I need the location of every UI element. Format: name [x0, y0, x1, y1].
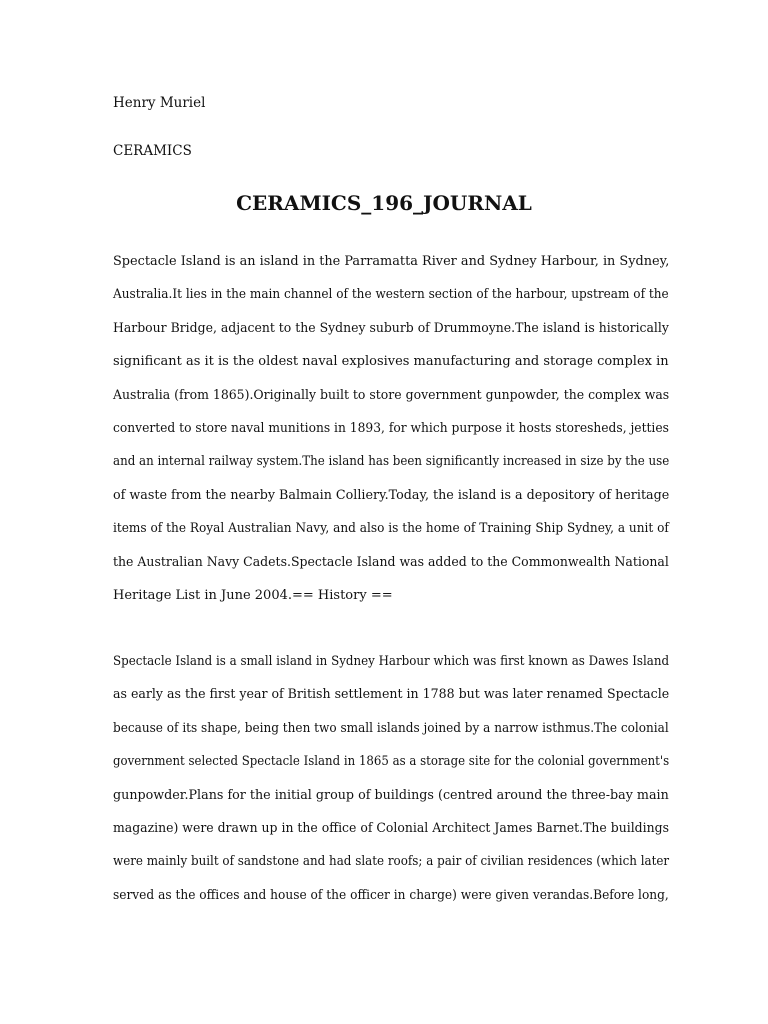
paragraph-line: Australia (from 1865).Originally built to store government gunpowder, the complex was	[113, 387, 670, 403]
paragraph-line: converted to store naval munitions in 1893, for which purpose it hosts storesheds, jetties	[113, 421, 669, 436]
paragraph-line: significant as it is the oldest naval explosives manufacturing and storage complex in	[113, 354, 669, 370]
paragraph-line: magazine) were drawn up in the office of Colonial Architect James Barnet.The buildings	[113, 821, 669, 836]
paragraph-line: Spectacle Island is a small island in Sydney Harbour which was first known as Dawes Island	[113, 654, 670, 669]
document-title: CERAMICS_196_JOURNAL	[236, 191, 532, 215]
paragraph-line: Spectacle Island is an island in the Parramatta River and Sydney Harbour, in Sydney,	[113, 254, 670, 269]
paragraph-line: Australia.It lies in the main channel of the western section of the harbour, upstream of the	[113, 287, 669, 303]
paragraph-line: and an internal railway system.The island has been significantly increased in size by the use	[113, 454, 670, 470]
paragraph-line: gunpowder.Plans for the initial group of buildings (centred around the three-bay main	[113, 787, 669, 803]
paragraph-line: items of the Royal Australian Navy, and also is the home of Training Ship Sydney, a unit of	[113, 521, 669, 537]
paragraph-line: the Australian Navy Cadets.Spectacle Island was added to the Commonwealth National	[113, 554, 669, 570]
paragraph-line: because of its shape, being then two small islands joined by a narrow isthmus.The colonial	[113, 720, 669, 736]
subject-label: CERAMICS	[113, 143, 192, 159]
paragraph-line: were mainly built of sandstone and had slate roofs; a pair of civilian residences (which later	[113, 854, 670, 870]
paragraph-line: Harbour Bridge, adjacent to the Sydney suburb of Drummoyne.The island is historically	[113, 320, 669, 336]
paragraph-line: government selected Spectacle Island in 1865 as a storage site for the colonial government's	[113, 754, 670, 770]
paragraph-line: of waste from the nearby Balmain Colliery.Today, the island is a depository of heritage	[113, 487, 670, 503]
paragraph-line: served as the offices and house of the officer in charge) were given verandas.Before long,	[113, 887, 669, 903]
paragraph-line: Heritage List in June 2004.== History ==	[113, 588, 393, 603]
author-name: Henry Muriel	[113, 95, 206, 111]
paragraph-line: as early as the first year of British settlement in 1788 but was later renamed Spectacle	[113, 687, 670, 703]
